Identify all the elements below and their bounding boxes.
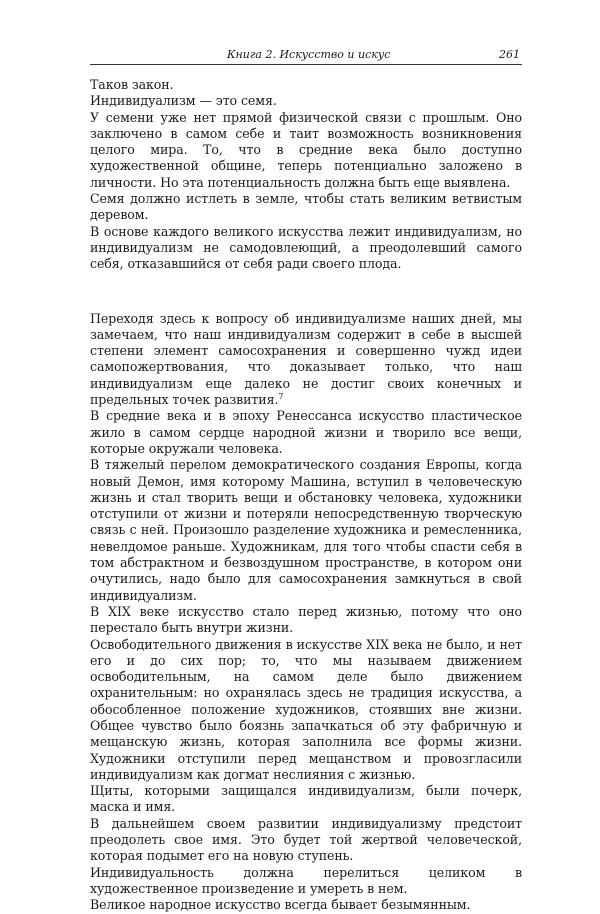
paragraph: В XIX веке искусство стало перед жизнью, потому что оно перестало быть внутри жизни. [90, 603, 522, 636]
running-title: Книга 2. Искусство и искус [227, 48, 391, 61]
paragraph: Семя должно истлеть в земле, чтобы стать великим ветвистым деревом. [90, 191, 522, 223]
paragraph: Индивидуальность должна перелиться целиком в художественное произведение и умереть в нем. [90, 864, 522, 896]
paragraph: Великое народное искусство всегда бывает безымянным. [90, 897, 471, 913]
paragraph-text: Переходя здесь к вопросу об индивидуализме наших дней, мы замечаем, что наш индивидуализм содержит в себе в высшей степени элемент самосохранения и совершенно чужд идеи самопожертвования, что доказывает только, что наш индивидуализм еще далеко не достиг своих конечных и предельных точек развития. [90, 310, 522, 408]
paragraph-with-note [90, 311, 522, 409]
page-number: 261 [499, 48, 520, 61]
paragraph: В дальнейшем своем развитии индивидуализму предстоит преодолеть свое имя. Это будет той жертвой человеческой, которая подымет его на новую ступень. [90, 815, 522, 864]
footnote-marker: 7 [278, 391, 284, 401]
paragraph: Щиты, которыми защищался индивидуализм, были почерк, маска и имя. [90, 783, 522, 815]
paragraph: У семени уже нет прямой физической связи с прошлым. Оно заключено в самом себе и таит возможность возникновения целого мира. То, что в средние века было доступно художественной общине, теперь потенциально заложено в личности. Но эта потенциальность должна быть еще выявлена. [90, 109, 522, 190]
paragraph: Таков закон. [90, 77, 174, 92]
body-text [90, 77, 522, 914]
paragraph: Освободительного движения в искусстве XIX века не было, и нет его и до сих пор; то, что мы называем движением освободительным, на самом деле было движением охранительным: но охранялась здесь не традиция искусства, а обособленное положение художников, стоявших вне жизни. Общее чувство было боязнь запачкаться об эту фабричную и мещанскую жизнь, которая заполнила все формы жизни. Художники отступили перед мещанством и провозгласили индивидуализм как догмат неслияния с жизнью. [90, 636, 522, 782]
paragraph: Индивидуализм — это семя. [90, 93, 277, 109]
paragraph: В средние века и в эпоху Ренессанса искусство пластическое жило в самом сердце народной жизни и творило все вещи, которые окружали человека. [90, 408, 522, 456]
running-header [90, 48, 522, 65]
paragraph: В тяжелый перелом демократического создания Европы, когда новый Демон, имя которому Машина, вступил в человеческую жизнь и стал творить вещи и обстановку человека, художники отступили от жизни и потеряли непосредственную творческую связь с ней. Произошло разделение художника и ремесленника, невелдомое раньше. Художникам, для того чтобы спасти себя в том абстрактном и безвоздушном пространстве, в котором они очутились, надо было для самосохранения замкнуться в свой индивидуализм. [90, 457, 522, 603]
paragraph: В основе каждого великого искусства лежит индивидуализм, но индивидуализм не самодовлеющий, а преодолевший самого себя, отказавшийся от себя ради своего плода. [90, 223, 522, 272]
